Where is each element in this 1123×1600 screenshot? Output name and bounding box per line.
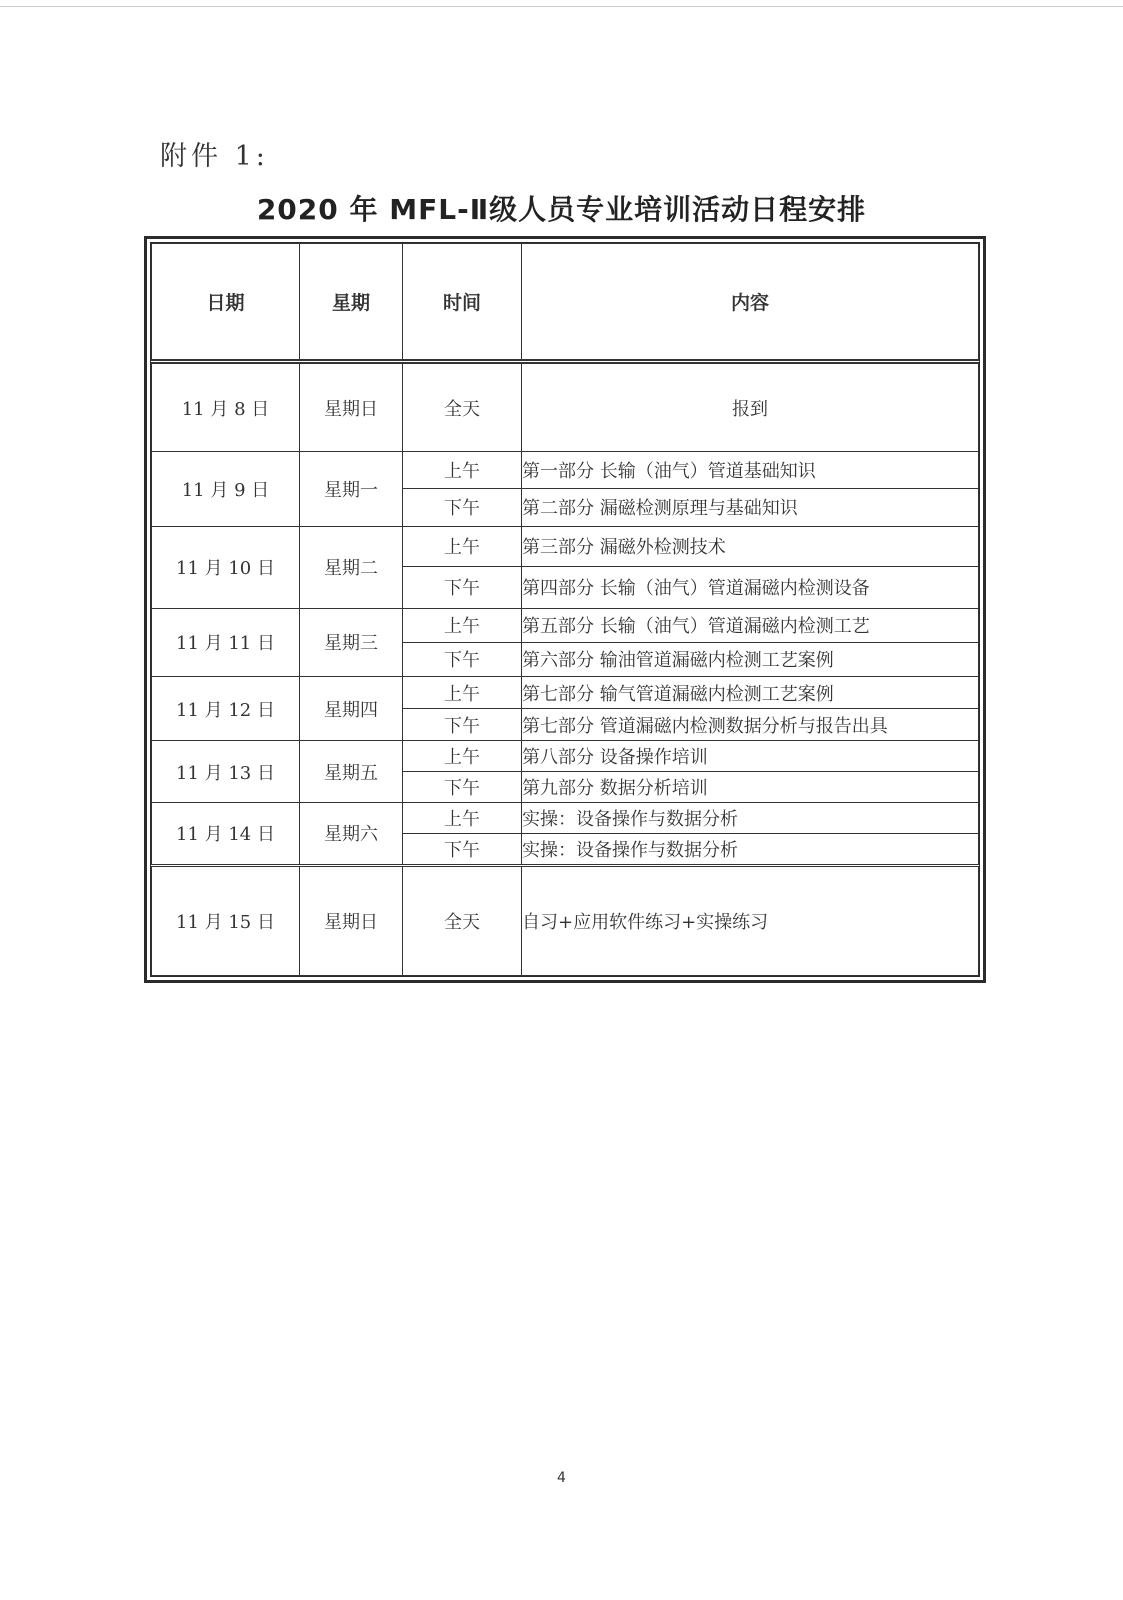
table-row <box>152 865 979 975</box>
time-cell: 上午 <box>403 452 522 489</box>
attachment-label: 附件 1: <box>160 141 269 172</box>
time-cell: 上午 <box>403 526 522 566</box>
time-cell: 下午 <box>403 834 522 865</box>
content-cell: 报到 <box>522 362 979 452</box>
header-content: 内容 <box>522 244 979 362</box>
table-row <box>152 526 979 566</box>
weekday-cell: 星期一 <box>300 452 403 526</box>
table-row <box>152 741 979 772</box>
content-cell: 第七部分 输气管道漏磁内检测工艺案例 <box>522 676 979 708</box>
schedule-table-frame <box>144 236 986 983</box>
time-cell: 下午 <box>403 566 522 608</box>
content-cell: 第七部分 管道漏磁内检测数据分析与报告出具 <box>522 709 979 741</box>
table-row <box>152 803 979 834</box>
header-weekday: 星期 <box>300 244 403 362</box>
time-cell: 全天 <box>403 362 522 452</box>
content-cell: 第八部分 设备操作培训 <box>522 741 979 772</box>
content-cell: 自习+应用软件练习+实操练习 <box>522 865 979 975</box>
weekday-cell: 星期日 <box>300 865 403 975</box>
content-cell: 实操：设备操作与数据分析 <box>522 803 979 834</box>
date-cell: 11 月 13 日 <box>152 741 300 803</box>
time-cell: 下午 <box>403 642 522 676</box>
time-cell: 下午 <box>403 489 522 526</box>
header-row <box>152 244 979 362</box>
time-cell: 上午 <box>403 608 522 642</box>
date-cell: 11 月 8 日 <box>152 362 300 452</box>
table-row <box>152 676 979 708</box>
time-cell: 全天 <box>403 865 522 975</box>
header-date: 日期 <box>152 244 300 362</box>
date-cell: 11 月 10 日 <box>152 526 300 608</box>
time-cell: 上午 <box>403 803 522 834</box>
time-cell: 下午 <box>403 709 522 741</box>
document-title: 2020 年 MFL-Ⅱ级人员专业培训活动日程安排 <box>256 193 867 226</box>
weekday-cell: 星期二 <box>300 526 403 608</box>
content-cell: 第一部分 长输（油气）管道基础知识 <box>522 452 979 489</box>
content-cell: 第四部分 长输（油气）管道漏磁内检测设备 <box>522 566 979 608</box>
time-cell: 下午 <box>403 772 522 803</box>
time-cell: 上午 <box>403 676 522 708</box>
date-cell: 11 月 9 日 <box>152 452 300 526</box>
header-time: 时间 <box>403 244 522 362</box>
table-row <box>152 452 979 489</box>
table-row <box>152 362 979 452</box>
date-cell: 11 月 14 日 <box>152 803 300 865</box>
content-cell: 第三部分 漏磁外检测技术 <box>522 526 979 566</box>
schedule-table <box>151 243 979 976</box>
weekday-cell: 星期六 <box>300 803 403 865</box>
date-cell: 11 月 15 日 <box>152 865 300 975</box>
weekday-cell: 星期四 <box>300 676 403 740</box>
weekday-cell: 星期日 <box>300 362 403 452</box>
date-cell: 11 月 12 日 <box>152 676 300 740</box>
time-cell: 上午 <box>403 741 522 772</box>
table-row <box>152 608 979 642</box>
content-cell: 第六部分 输油管道漏磁内检测工艺案例 <box>522 642 979 676</box>
content-cell: 第五部分 长输（油气）管道漏磁内检测工艺 <box>522 608 979 642</box>
page-number: 4 <box>557 1470 566 1486</box>
date-cell: 11 月 11 日 <box>152 608 300 676</box>
schedule-table-inner <box>150 242 980 977</box>
top-rule <box>0 6 1123 7</box>
content-cell: 实操：设备操作与数据分析 <box>522 834 979 865</box>
content-cell: 第九部分 数据分析培训 <box>522 772 979 803</box>
content-cell: 第二部分 漏磁检测原理与基础知识 <box>522 489 979 526</box>
weekday-cell: 星期三 <box>300 608 403 676</box>
weekday-cell: 星期五 <box>300 741 403 803</box>
